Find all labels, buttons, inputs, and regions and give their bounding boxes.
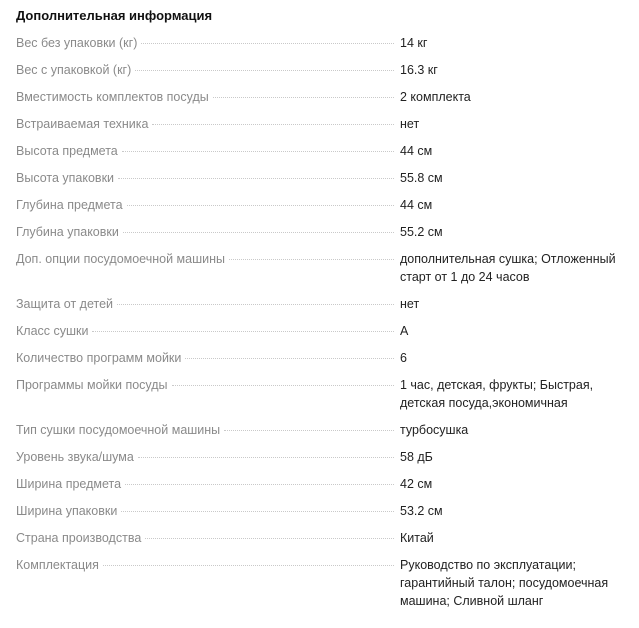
spec-term [16, 223, 400, 241]
dotted-leader [103, 564, 394, 566]
spec-label: Уровень звука/шума [16, 450, 134, 464]
dotted-leader [224, 429, 394, 431]
spec-term [16, 448, 400, 466]
spec-label: Страна производства [16, 531, 142, 545]
spec-term [16, 421, 400, 439]
spec-row-item-height [16, 142, 634, 160]
spec-term [16, 196, 400, 214]
dotted-leader [122, 150, 394, 152]
spec-term [16, 142, 400, 160]
dotted-leader [92, 330, 394, 332]
spec-term [16, 556, 400, 574]
spec-label: Тип сушки посудомоечной машины [16, 423, 221, 437]
spec-term [16, 169, 400, 187]
spec-term [16, 61, 400, 79]
spec-row-drying-type [16, 421, 634, 439]
spec-row-item-depth [16, 196, 634, 214]
spec-label: Ширина упаковки [16, 504, 118, 518]
dotted-leader [185, 357, 394, 359]
section-title: Дополнительная информация [16, 8, 213, 23]
spec-value: нет [400, 117, 420, 131]
spec-term [16, 322, 400, 340]
additional-info-section [16, 7, 634, 619]
spec-term [16, 376, 400, 394]
spec-row-program-count [16, 349, 634, 367]
spec-value: 6 [400, 351, 407, 365]
spec-label: Высота предмета [16, 144, 118, 158]
dotted-leader [117, 303, 394, 305]
spec-label: Комплектация [16, 558, 99, 572]
spec-value: 55.2 см [400, 225, 443, 239]
spec-value: Руководство по эксплуатации; гарантийный талон; посудомоечная машина; Сливной шланг [400, 558, 609, 608]
spec-value: 2 комплекта [400, 90, 471, 104]
spec-term [16, 115, 400, 133]
dotted-leader [121, 510, 394, 512]
spec-row-package-height [16, 169, 634, 187]
spec-row-weight-without-package [16, 34, 634, 52]
spec-label: Вместимость комплектов посуды [16, 90, 209, 104]
spec-label: Количество программ мойки [16, 351, 182, 365]
spec-value: 44 см [400, 198, 433, 212]
dotted-leader [138, 456, 394, 458]
spec-label: Защита от детей [16, 297, 114, 311]
spec-row-package-width [16, 502, 634, 520]
spec-term [16, 34, 400, 52]
spec-row-package-depth [16, 223, 634, 241]
spec-row-package-contents [16, 556, 634, 610]
dotted-leader [152, 123, 394, 125]
spec-row-weight-with-package [16, 61, 634, 79]
spec-row-extra-options [16, 250, 634, 286]
spec-value: 16.3 кг [400, 63, 438, 77]
spec-list [16, 34, 634, 610]
spec-term [16, 250, 400, 268]
spec-row-dish-capacity [16, 88, 634, 106]
spec-label: Вес с упаковкой (кг) [16, 63, 132, 77]
dotted-leader [118, 177, 394, 179]
spec-value: 55.8 см [400, 171, 443, 185]
spec-label: Программы мойки посуды [16, 378, 168, 392]
spec-label: Вес без упаковки (кг) [16, 36, 138, 50]
dotted-leader [125, 483, 394, 485]
dotted-leader [141, 42, 394, 44]
spec-row-wash-programs [16, 376, 634, 412]
spec-label: Класс сушки [16, 324, 89, 338]
spec-label: Встраиваемая техника [16, 117, 149, 131]
spec-label: Высота упаковки [16, 171, 115, 185]
spec-row-child-lock [16, 295, 634, 313]
spec-value: 58 дБ [400, 450, 433, 464]
spec-term [16, 502, 400, 520]
spec-term [16, 295, 400, 313]
spec-value: Китай [400, 531, 434, 545]
dotted-leader [229, 258, 394, 260]
dotted-leader [127, 204, 394, 206]
spec-term [16, 88, 400, 106]
spec-value: 1 час, детская, фрукты; Быстрая, детская посуда,экономичная [400, 378, 594, 410]
spec-row-noise-level [16, 448, 634, 466]
spec-label: Глубина упаковки [16, 225, 119, 239]
spec-value: A [400, 324, 409, 338]
spec-value: турбосушка [400, 423, 469, 437]
dotted-leader [145, 537, 394, 539]
spec-term [16, 529, 400, 547]
spec-row-built-in [16, 115, 634, 133]
spec-row-country [16, 529, 634, 547]
dotted-leader [135, 69, 394, 71]
spec-term [16, 475, 400, 493]
spec-label: Ширина предмета [16, 477, 122, 491]
spec-value: дополнительная сушка; Отложенный старт от 1 до 24 часов [400, 252, 616, 284]
spec-value: 14 кг [400, 36, 428, 50]
spec-label: Доп. опции посудомоечной машины [16, 252, 225, 266]
dotted-leader [213, 96, 394, 98]
spec-term [16, 349, 400, 367]
spec-value: нет [400, 297, 420, 311]
dotted-leader [172, 384, 394, 386]
spec-value: 42 см [400, 477, 433, 491]
dotted-leader [123, 231, 394, 233]
spec-row-item-width [16, 475, 634, 493]
spec-row-drying-class [16, 322, 634, 340]
spec-value: 53.2 см [400, 504, 443, 518]
spec-value: 44 см [400, 144, 433, 158]
spec-label: Глубина предмета [16, 198, 123, 212]
